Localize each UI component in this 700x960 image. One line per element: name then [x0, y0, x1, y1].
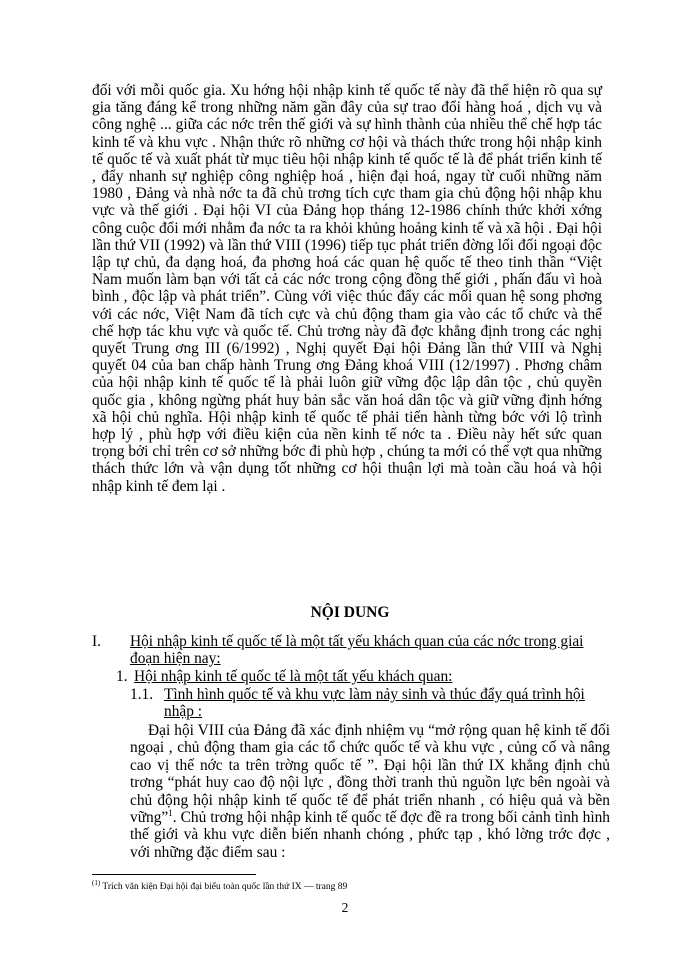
footnote-divider [92, 874, 256, 875]
outline-level-1-text: Hội nhập kinh tế quốc tế là một tất yếu khách quan của các nớc trong giai đoạn hiện nay: [130, 633, 584, 668]
outline-level-3-text: Tình hình quốc tế và khu vực làm nảy sinh và thúc đẩy quá trình hội nhập : [164, 686, 585, 721]
outline-level-2 [116, 668, 616, 685]
body-text-after-ref: . Chủ trơng hội nhập kinh tế quốc tế đợc đề ra trong bối cảnh tình hình thế giới và khu vực diễn biến nhanh chóng , phức tạp , khó lờng trớc đợc , với những đặc điểm sau : [130, 809, 610, 861]
outline-level-1 [92, 633, 612, 667]
outline-level-3 [130, 686, 600, 720]
outline-level-2-text: Hội nhập kinh tế quốc tế là một tất yếu khách quan: [134, 668, 453, 685]
intro-paragraph: đối với mỗi quốc gia. Xu hớng hội nhập kinh tế quốc tế này đã thể hiện rõ qua sự gia tăng đáng kể trong những năm gần đây của sự trao đổi hàng hoá , dịch vụ và công nghệ ... giữa các nớc trên thế giới và sự hình thành của nhiều thể chế hợp tác kinh tế và khu vực . Nhận thức rõ những cơ hội và thách thức trong hội nhập kinh tế quốc tế và xuất phát từ mục tiêu hội nhập kinh tế quốc tế là để phát triển kinh tế , đẩy nhanh sự nghiệp công nghiệp hoá , hiện đại hoá, ngay từ cuối những năm 1980 , Đảng và nhà nớc ta đã chủ trơng tích cực tham gia chủ động hội nhập khu vực và thế giới . Đại hội VI của Đảng họp tháng 12-1986 chính thức khởi xớng công cuộc đổi mới nhằm đa nớc ta ra khỏi khủng hoảng kinh tế và xã hội . Đại hội lần thứ VII (1992) và lần thứ VIII (1996) tiếp tục phát triển đờng lối đối ngoại độc lập tự chủ, đa dạng hoá, đa phơng hoá các quan hệ quốc tế theo tinh thần “Việt Nam muốn làm bạn với tất cả các nớc trong cộng đồng thế giới , phấn đấu vì hoà bình , độc lập và phát triển”. Cùng với việc thúc đẩy các mối quan hệ song phơng với các nớc, Việt Nam đã tích cực và chủ động tham gia vào các tổ chức và thể chế hợp tác khu vực và quốc tế. Chủ trơng này đã đợc khẳng định trong các nghị quyết Trung ơng III (6/1992) , Nghị quyết Đại hội Đảng lần thứ VIII và Nghị quyết 04 của ban chấp hành Trung ơng Đảng khoá VIII (12/1997) . Phơng châm của hội nhập kinh tế quốc tế là phải luôn giữ vững độc lập dân tộc , chủ quyền quốc gia , không ngừng phát huy bản sắc văn hoá dân tộc và giữ vững định hớng xã hội chủ nghĩa. Hội nhập kinh tế quốc tế phải tiến hành từng bớc với lộ trình hợp lý , phù hợp với điều kiện của nền kinh tế nớc ta . Điều này hết sức quan trọng bởi chỉ trên cơ sở những bớc đi phù hợp , chúng ta mới có thể vợt qua những thách thức lớn và vận dụng tốt những cơ hội thuận lợi mà toàn cầu hoá và hội nhập kinh tế đem lại . [92, 82, 602, 495]
outline-level-3-number: 1.1. [130, 686, 154, 703]
page-number: 2 [341, 900, 349, 915]
outline-level-1-number: I. [92, 633, 101, 650]
footnote-mark: (1) [92, 878, 101, 887]
footnote-ref-mark: 1 [168, 807, 173, 818]
footnote [92, 878, 592, 893]
body-text-before-ref: Đại hội VIII của Đảng đã xác định nhiệm vụ “mở rộng quan hệ kinh tế đối ngoại , chủ động tham gia các tổ chức quốc tế và khu vực , củng cố và nâng cao vị thế nớc ta trên trờng quốc tế ”. Đại hội lần thứ IX khẳng định chủ trơng “phát huy cao độ nội lực , đồng thời tranh thủ nguồn lực bên ngoài và chủ động hội nhập kinh tế quốc tế để phát triển nhanh , có hiệu quả và bền vững” [130, 722, 610, 827]
body-paragraph [130, 722, 610, 861]
section-heading: NỘI DUNG [310, 604, 390, 621]
footnote-text: Trích văn kiện Đại hội đại biểu toàn quốc lần thứ IX — trang 89 [100, 882, 348, 892]
outline-level-2-number: 1. [116, 668, 128, 685]
